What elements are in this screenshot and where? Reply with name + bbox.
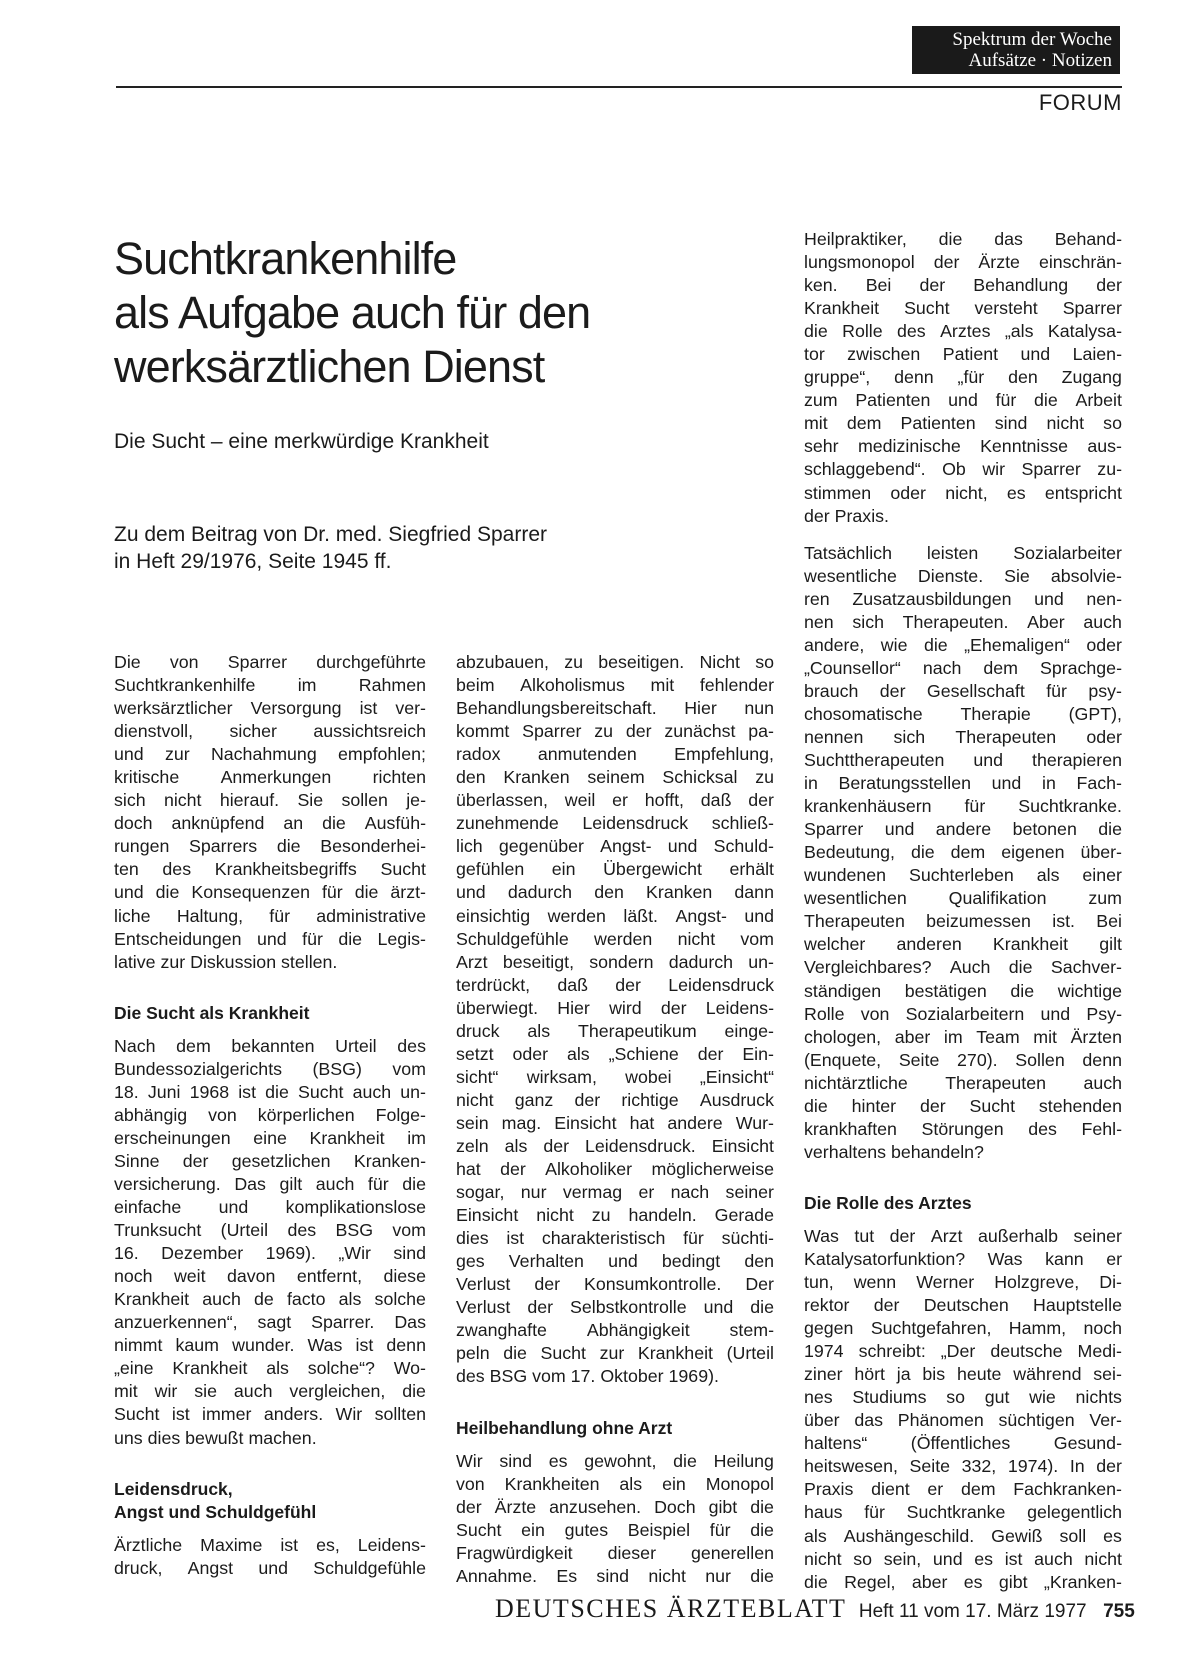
text-line: Vergleichbares? Auch die Sachver- — [804, 957, 1122, 978]
heading-line: Leidensdruck, — [114, 1478, 233, 1499]
text-line: ren Zusatzausbildungen und nen- — [804, 588, 1122, 609]
text-line: nichtärztliche Therapeuten auch — [804, 1072, 1122, 1093]
text-line: gruppe“, denn „für den Zugang — [804, 367, 1122, 388]
paragraph — [804, 542, 1122, 1164]
text-line: Arzt beseitigt, sondern dadurch un- — [456, 951, 774, 972]
paragraph — [456, 651, 774, 1389]
text-line: werksärztlicher Versorgung ist ver- — [114, 698, 426, 719]
text-line: Ärztliche Maxime ist es, Leidens- — [114, 1534, 426, 1555]
text-line: Bedeutung, die dem eigenen über- — [804, 842, 1122, 863]
text-line: chosomatische Therapie (GPT), — [804, 703, 1122, 724]
paragraph — [804, 228, 1122, 528]
text-line: dienstvoll, sicher aussichtsreich — [114, 721, 426, 742]
text-line: und die Konsequenzen für die ärzt- — [114, 882, 426, 903]
text-line: Sucht ist immer anders. Wir sollten — [114, 1404, 426, 1425]
text-line: schlaggebend“. Ob wir Sparrer zu- — [804, 459, 1122, 480]
text-line: „eine Krankheit als solche“? Wo- — [114, 1358, 426, 1379]
text-line: ständigen bestätigen die wichtige — [804, 980, 1122, 1001]
section-heading — [456, 1417, 774, 1440]
text-line: zunehmende Leidensdruck schließ- — [456, 813, 774, 834]
text-line: versicherung. Das gilt auch für die — [114, 1173, 426, 1194]
text-line: terdrückt, daß der Leidensdruck — [456, 974, 774, 995]
title-line: als Aufgabe auch für den — [114, 287, 591, 338]
paragraph — [456, 1450, 774, 1588]
section-heading — [804, 1192, 1122, 1215]
text-line: Sinne der gesetzlichen Kranken- — [114, 1150, 426, 1171]
text-line: Therapeuten beizumessen ist. Bei — [804, 911, 1122, 932]
text-line: rungen Sparrers die Besonderhei- — [114, 836, 426, 857]
text-line: Heilpraktiker, die das Behand- — [804, 229, 1122, 249]
text-line: einsichtig werden läßt. Angst- und — [456, 905, 774, 926]
text-line: Verlust der Konsumkontrolle. Der — [456, 1274, 774, 1295]
text-line: nicht ganz der richtige Ausdruck — [456, 1089, 774, 1110]
text-line: lich gegenüber Angst- und Schuld- — [456, 836, 774, 857]
text-line: Tatsächlich leisten Sozialarbeiter — [804, 542, 1122, 563]
text-line: Fragwürdigkeit dieser generellen — [456, 1542, 774, 1563]
text-line: Sucht ein gutes Beispiel für die — [456, 1519, 774, 1540]
text-column-3 — [804, 228, 1122, 1594]
paragraph — [804, 1225, 1122, 1594]
text-line: kritische Anmerkungen richten — [114, 767, 426, 788]
text-line: sein mag. Einsicht hat andere Wur- — [456, 1112, 774, 1133]
text-line: sicht“ wirksam, wobei „Einsicht“ — [456, 1066, 774, 1087]
header-rule — [116, 86, 1122, 88]
text-line: verhaltens behandeln? — [804, 1141, 984, 1162]
text-line: in Beratungsstellen und in Fach- — [804, 773, 1122, 794]
text-line: Einsicht nicht zu handeln. Gerade — [456, 1205, 774, 1226]
reference-line: Zu dem Beitrag von Dr. med. Siegfried Sparrer — [114, 523, 548, 546]
text-line: sogar, nur vermag er nach seiner — [456, 1182, 774, 1203]
text-line: über das Phänomen süchtigen Ver- — [804, 1410, 1122, 1431]
text-line: mit wir sie auch vergleichen, die — [114, 1381, 426, 1402]
text-line: brauch der Gesellschaft für psy- — [804, 680, 1122, 701]
journal-name: DEUTSCHES ÄRZTEBLATT — [495, 1594, 847, 1623]
text-line: überlassen, weil er hofft, daß der — [456, 790, 774, 811]
text-line: der Ärzte anzusehen. Doch gibt die — [456, 1496, 774, 1517]
text-line: noch weit davon entfernt, diese — [114, 1266, 426, 1287]
text-line: wundenen Suchterleben als einer — [804, 865, 1122, 886]
text-line: Rolle von Sozialarbeitern und Psy- — [804, 1003, 1122, 1024]
masthead-line-1: Spektrum der Woche — [952, 29, 1112, 50]
text-line: zum Patienten und für die Arbeit — [804, 390, 1122, 411]
text-line: Annahme. Es sind nicht nur die — [456, 1565, 774, 1586]
section-masthead — [912, 26, 1120, 74]
text-line: Schuldgefühle werden nicht vom — [456, 928, 774, 949]
masthead-line-2: Aufsätze · Notizen — [968, 50, 1112, 71]
text-line: Sparrer und andere betonen die — [804, 819, 1122, 840]
text-line: nicht so sein, und es ist auch nicht — [804, 1548, 1122, 1569]
text-line: einfache und komplikationslose — [114, 1197, 426, 1218]
text-line: lative zur Diskussion stellen. — [114, 951, 338, 972]
text-line: zwanghafte Abhängigkeit stem- — [456, 1320, 774, 1341]
text-line: abzubauen, zu beseitigen. Nicht so — [456, 652, 774, 672]
text-line: sehr medizinische Kenntnisse aus- — [804, 436, 1122, 457]
text-line: Nach dem bekannten Urteil des — [114, 1035, 426, 1056]
text-line: krankhaften Störungen des Fehl- — [804, 1118, 1122, 1139]
text-line: ziner hört ja bis heute während sei- — [804, 1364, 1122, 1385]
text-line: erscheinungen eine Krankheit im — [114, 1127, 426, 1148]
text-line: Wir sind es gewohnt, die Heilung — [456, 1450, 774, 1471]
text-line: der Praxis. — [804, 505, 889, 526]
text-line: nen sich Therapeuten. Aber auch — [804, 611, 1122, 632]
text-line: kommt Sparrer zu der zunächst pa- — [456, 721, 774, 742]
text-line: setzt oder als „Schiene der Ein- — [456, 1043, 774, 1064]
heading-line: Die Sucht als Krankheit — [114, 1002, 310, 1023]
text-line: Bundessozialgerichts (BSG) vom — [114, 1058, 426, 1079]
text-line: als Aushängeschild. Gewiß soll es — [804, 1525, 1122, 1546]
section-heading — [114, 1002, 426, 1025]
text-line: ges Verhalten und bedingt den — [456, 1251, 774, 1272]
text-line: Suchtkrankenhilfe im Rahmen — [114, 675, 426, 696]
text-line: haltens“ (Öffentliches Gesund- — [804, 1433, 1122, 1454]
text-line: abhängig von körperlichen Folge- — [114, 1104, 426, 1125]
text-line: tun, wenn Werner Holzgreve, Di- — [804, 1272, 1122, 1293]
article-title — [114, 232, 734, 394]
text-line: radox anmutenden Empfehlung, — [456, 744, 774, 765]
text-line: gegen Suchtgefahren, Hamm, noch — [804, 1318, 1122, 1339]
text-line: gefühlen ein Übergewicht erhält — [456, 859, 774, 880]
text-line: und zur Nachahmung empfohlen; — [114, 744, 426, 765]
text-line: lungsmonopol der Ärzte einschrän- — [804, 252, 1122, 273]
text-line: chologen, aber im Team mit Ärzten — [804, 1026, 1122, 1047]
article-subtitle: Die Sucht – eine merkwürdige Krankheit — [114, 430, 489, 453]
paragraph — [114, 651, 426, 974]
text-line: welcher anderen Krankheit gilt — [804, 934, 1122, 955]
text-line: und dadurch den Kranken dann — [456, 882, 774, 903]
issue-info: Heft 11 vom 17. März 1977 — [858, 1601, 1087, 1622]
text-line: Praxis dient er dem Fachkranken- — [804, 1479, 1122, 1500]
text-line: druck, Angst und Schuldgefühle — [114, 1557, 426, 1578]
section-label: FORUM — [1038, 90, 1122, 115]
text-line: „Counsellor“ nach dem Sprachge- — [804, 657, 1122, 678]
text-line: Krankheit auch de facto als solche — [114, 1289, 426, 1310]
text-line: des BSG vom 17. Oktober 1969). — [456, 1366, 719, 1387]
text-line: 18. Juni 1968 ist die Sucht auch un- — [114, 1081, 426, 1102]
text-line: die Rolle des Arztes „als Katalysa- — [804, 321, 1122, 342]
section-heading — [114, 1478, 426, 1524]
text-line: zeln als der Leidensdruck. Einsicht — [456, 1135, 774, 1156]
text-line: peln die Sucht zur Krankheit (Urteil — [456, 1343, 774, 1364]
text-line: rektor der Deutschen Hauptstelle — [804, 1295, 1122, 1316]
text-line: sich nicht hierauf. Sie sollen je- — [114, 790, 426, 811]
heading-line: Heilbehandlung ohne Arzt — [456, 1417, 673, 1438]
text-line: 16. Dezember 1969). „Wir sind — [114, 1243, 426, 1264]
article-reference — [114, 521, 547, 575]
text-line: von Krankheiten als ein Monopol — [456, 1473, 774, 1494]
text-line: Die von Sparrer durchgeführte — [114, 652, 426, 672]
title-line: werksärztlichen Dienst — [114, 341, 545, 392]
paragraph — [114, 1534, 426, 1580]
text-line: nimmt kaum wunder. Was ist denn — [114, 1335, 426, 1356]
text-line: anzuerkennen“, sagt Sparrer. Das — [114, 1312, 426, 1333]
text-line: tor zwischen Patient und Laien- — [804, 344, 1122, 365]
article-title-block — [114, 232, 734, 394]
reference-line: in Heft 29/1976, Seite 1945 ff. — [114, 550, 392, 573]
text-line: Katalysatorfunktion? Was kann er — [804, 1248, 1122, 1269]
text-line: Suchttherapeuten und therapieren — [804, 750, 1122, 771]
page-footer — [495, 1594, 1135, 1624]
title-line: Suchtkrankenhilfe — [114, 233, 457, 284]
text-line: dies ist charakteristisch für süchti- — [456, 1228, 774, 1249]
text-line: andere, wie die „Ehemaligen“ oder — [804, 634, 1122, 655]
text-line: Behandlungsbereitschaft. Hier nun — [456, 698, 774, 719]
text-line: Krankheit Sucht versteht Sparrer — [804, 298, 1122, 319]
text-line: überwiegt. Hier wird der Leidens- — [456, 997, 774, 1018]
text-line: doch anknüpfend an die Ausfüh- — [114, 813, 426, 834]
text-line: liche Haltung, für administrative — [114, 905, 426, 926]
text-line: krankenhäusern für Suchtkranke. — [804, 796, 1122, 817]
text-line: stimmen oder nicht, es entspricht — [804, 482, 1122, 503]
text-line: hat der Alkoholiker möglicherweise — [456, 1159, 774, 1180]
text-line: haus für Suchtkranke gelegentlich — [804, 1502, 1122, 1523]
text-line: die hinter der Sucht stehenden — [804, 1095, 1122, 1116]
text-line: mit dem Patienten sind nicht so — [804, 413, 1122, 434]
text-line: nes Studiums so gut wie nichts — [804, 1387, 1122, 1408]
text-line: ten des Krankheitsbegriffs Sucht — [114, 859, 426, 880]
text-line: (Enquete, Seite 270). Sollen denn — [804, 1049, 1122, 1070]
text-line: heitswesen, Seite 332, 1974). In der — [804, 1456, 1122, 1477]
text-line: Entscheidungen und für die Legis- — [114, 928, 426, 949]
text-column-2 — [456, 651, 774, 1588]
page-number: 755 — [1103, 1601, 1135, 1622]
text-line: ken. Bei der Behandlung der — [804, 275, 1122, 296]
text-line: nennen sich Therapeuten oder — [804, 726, 1122, 747]
text-line: Trunksucht (Urteil des BSG vom — [114, 1220, 426, 1241]
text-line: wesentlichen Qualifikation zum — [804, 888, 1122, 909]
text-line: 1974 schreibt: „Der deutsche Medi- — [804, 1341, 1122, 1362]
text-line: wesentliche Dienste. Sie absolvie- — [804, 565, 1122, 586]
paragraph — [114, 1035, 426, 1450]
text-column-1 — [114, 651, 426, 1580]
text-line: den Kranken seinem Schicksal zu — [456, 767, 774, 788]
text-line: die Regel, aber es gibt „Kranken- — [804, 1571, 1122, 1592]
text-line: uns dies bewußt machen. — [114, 1427, 317, 1448]
text-line: Verlust der Selbstkontrolle und die — [456, 1297, 774, 1318]
heading-line: Angst und Schuldgefühl — [114, 1501, 317, 1522]
text-line: druck als Therapeutikum einge- — [456, 1020, 774, 1041]
text-line: beim Alkoholismus mit fehlender — [456, 675, 774, 696]
heading-line: Die Rolle des Arztes — [804, 1192, 972, 1213]
text-line: Was tut der Arzt außerhalb seiner — [804, 1225, 1122, 1246]
